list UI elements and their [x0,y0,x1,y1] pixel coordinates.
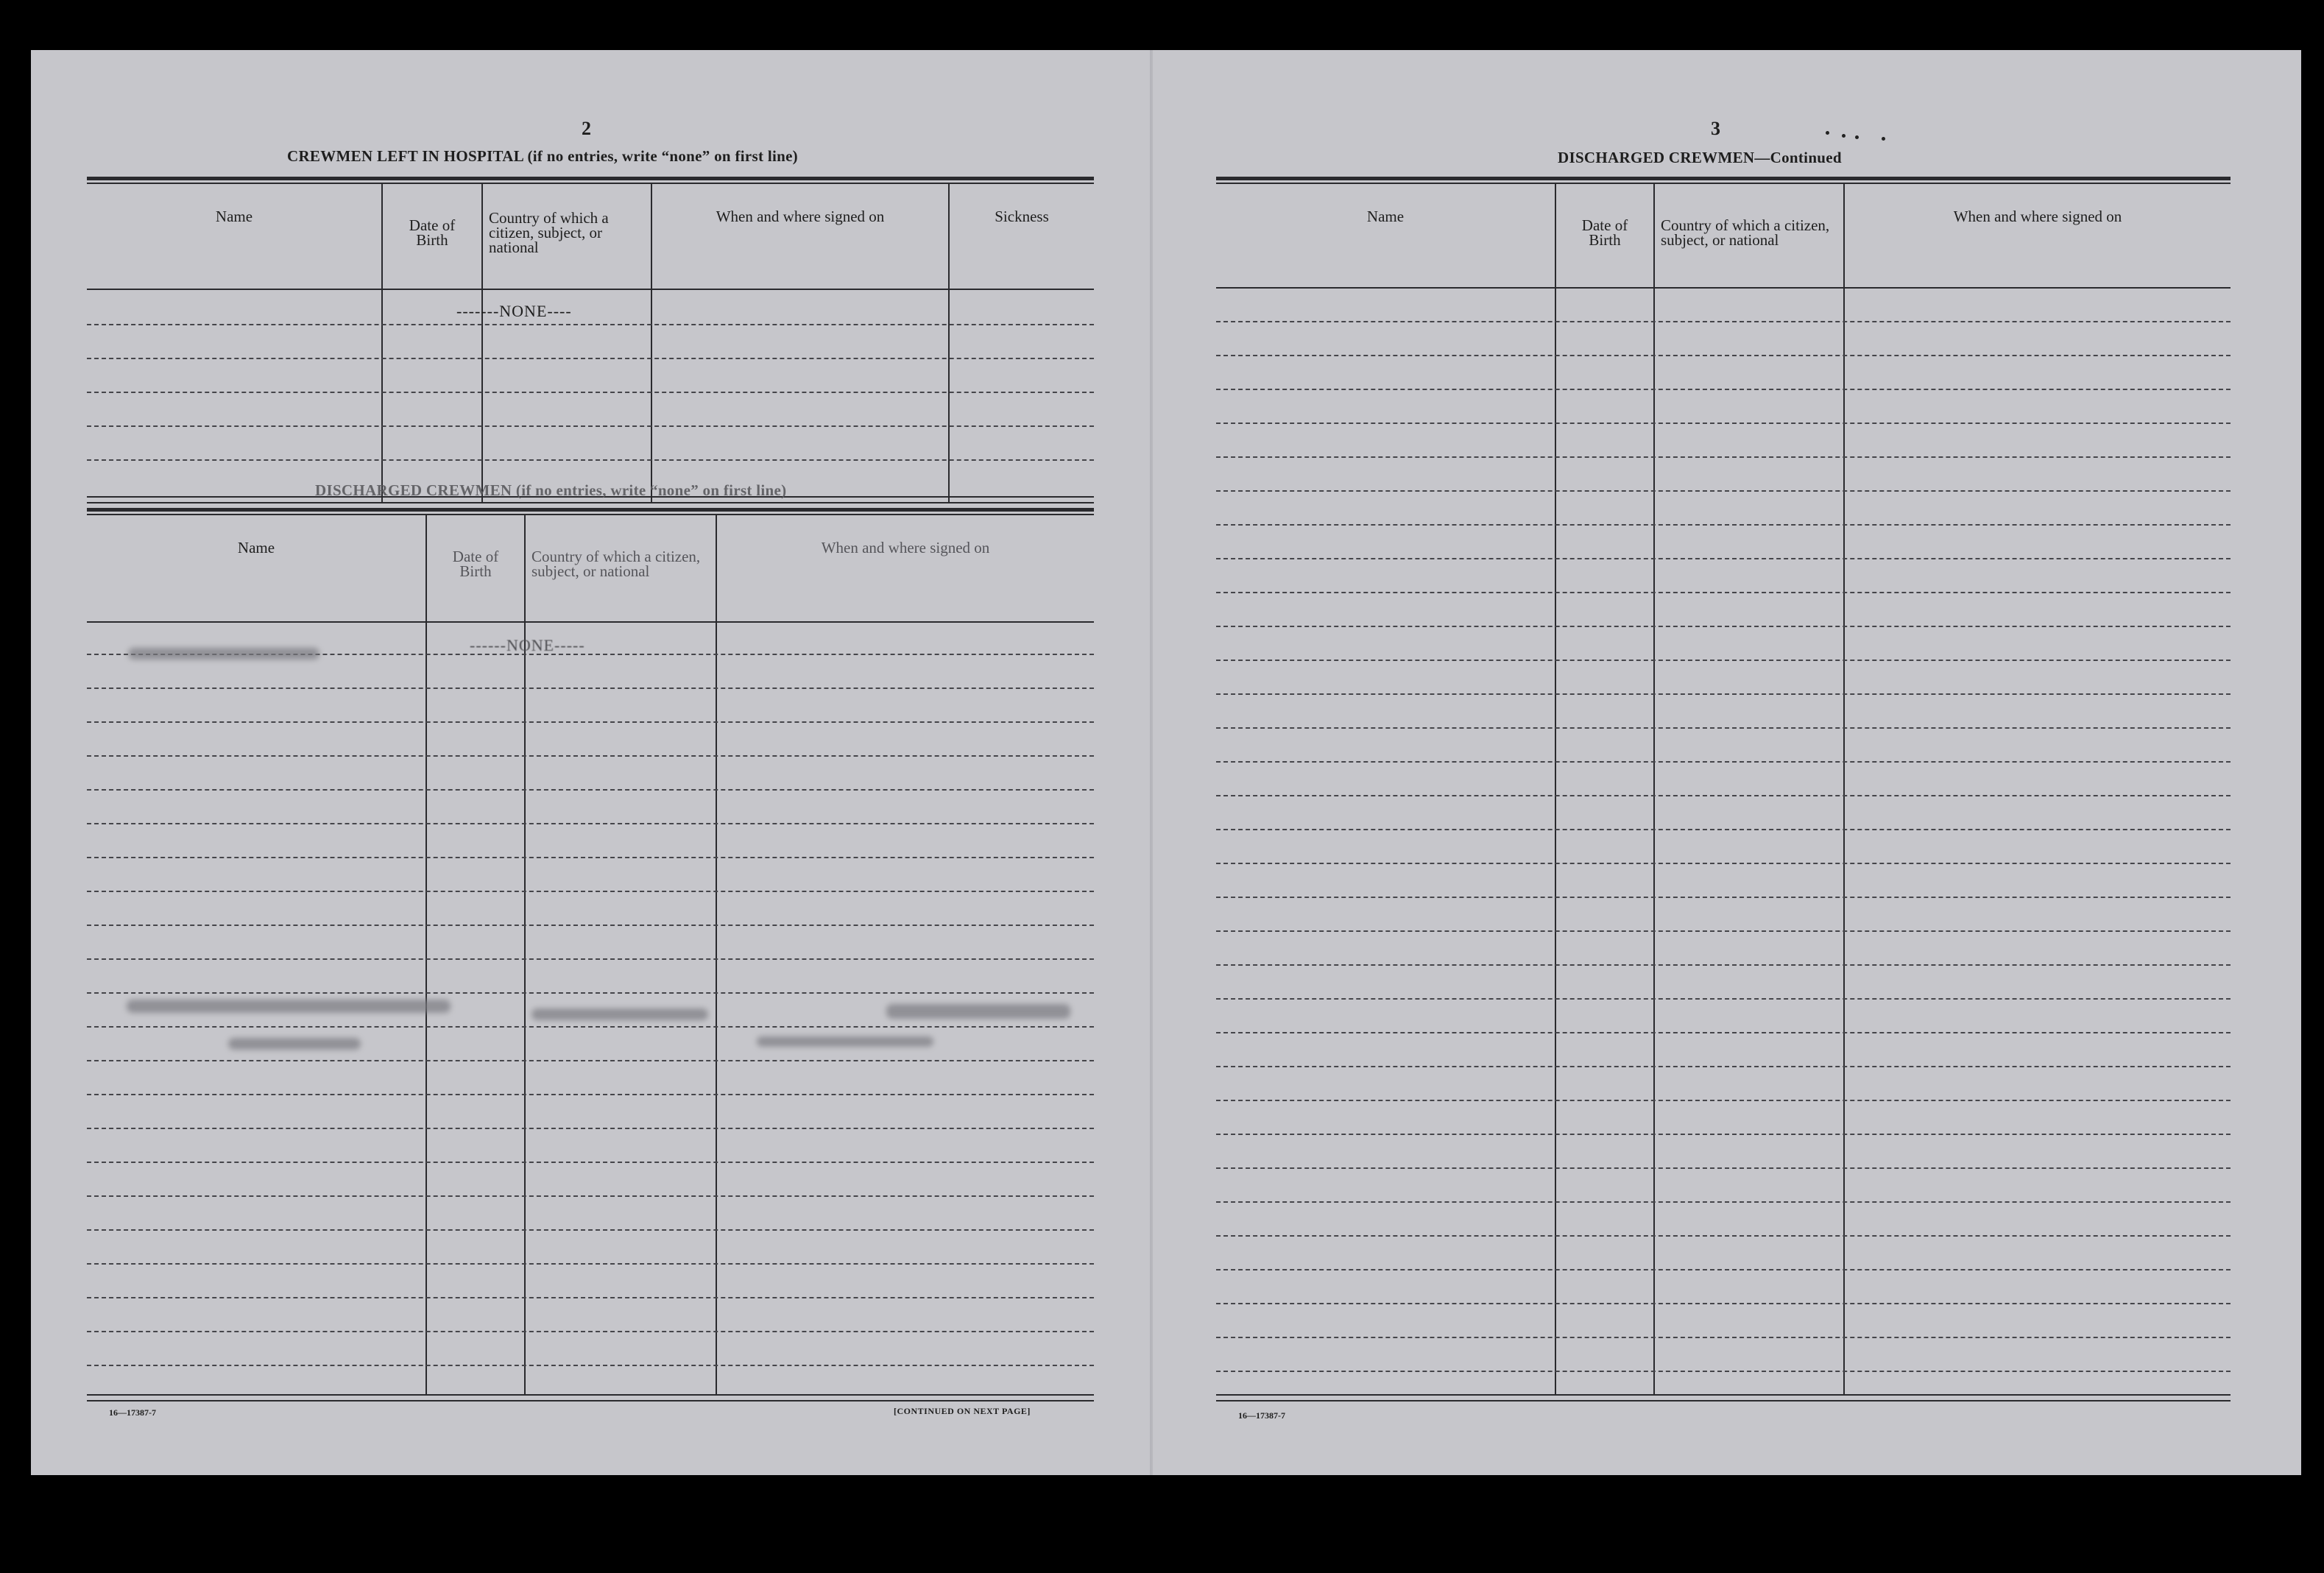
hospital-table [87,177,1094,506]
ink-smudge [228,1038,361,1050]
table-row [87,1297,1094,1298]
table-row [87,1094,1094,1095]
table-top-rule [1216,177,2231,180]
table-row [87,1026,1094,1028]
table-row [87,1128,1094,1129]
column-header-date-of-birth: Date of Birth [452,548,499,580]
table-row [1216,660,2231,661]
table-row [1216,1167,2231,1169]
table-row [1216,1371,2231,1372]
table-bottom-rule-inner [87,502,1094,503]
table-row [1216,558,2231,559]
column-divider [1653,183,1655,1394]
table-row [1216,456,2231,458]
ink-speck [1855,135,1859,139]
table-row [1216,321,2231,322]
ink-smudge [531,1008,708,1020]
table-row [87,392,1094,393]
column-header-country: Country of which a citizen, subject, or national [531,548,701,580]
column-header-sickness: Sickness [995,208,1049,225]
continued-suffix: —Continued [1754,149,1842,166]
table-row [1216,930,2231,932]
table-row [1216,1201,2231,1203]
hospital-section-title [287,147,798,166]
table-row [87,891,1094,892]
table-row [1216,423,2231,424]
column-header-country: Country of which a citizen, subject, or national [489,209,609,256]
column-header-date-of-birth: Date of Birth [1581,216,1628,249]
table-row [1216,863,2231,864]
hospital-none-entry: -------NONE---- [456,302,572,320]
table-header-rule [1216,287,2231,289]
table-row [87,1365,1094,1366]
column-divider [1843,183,1845,1394]
table-row [87,1060,1094,1061]
table-bottom-rule [1216,1394,2231,1396]
column-header-name: Name [215,208,253,225]
table-top-rule-inner [87,514,1094,515]
table-row [87,925,1094,926]
hospital-title-note: (if no entries, write “none” on first line) [527,147,798,165]
left-page [31,50,1150,1475]
table-row [1216,1066,2231,1067]
table-bottom-rule-inner [87,1400,1094,1401]
discharged-title-text: DISCHARGED CREWMEN [315,481,512,499]
continued-note: [CONTINUED ON NEXT PAGE] [894,1406,1031,1416]
table-row [87,1331,1094,1332]
ink-smudge [127,1000,451,1013]
table-row [87,1263,1094,1265]
table-row [1216,761,2231,763]
table-top-rule [87,177,1094,180]
table-top-rule [87,508,1094,512]
table-row [87,1229,1094,1231]
table-header-rule [87,621,1094,623]
table-row [1216,1100,2231,1101]
table-row [1216,490,2231,492]
table-row [87,687,1094,689]
table-bottom-rule-inner [1216,1400,2231,1401]
table-row [1216,964,2231,966]
table-row [1216,1032,2231,1033]
table-row [1216,1134,2231,1135]
table-row [1216,389,2231,390]
discharged-title-note: (if no entries, write “none” on first line) [515,481,787,499]
table-top-rule-inner [1216,183,2231,184]
right-page [1153,50,2301,1475]
table-row [1216,829,2231,830]
table-row [87,958,1094,960]
table-row [87,857,1094,858]
table-row [1216,592,2231,593]
column-header-signed-on: When and where signed on [821,539,990,556]
table-row [87,1195,1094,1197]
discharged-none-entry: ------NONE----- [470,636,585,654]
table-row [87,425,1094,427]
discharged-table [87,508,1094,1404]
table-row [1216,626,2231,627]
column-divider [716,514,717,1394]
table-bottom-rule [87,1394,1094,1396]
table-row [87,789,1094,791]
column-divider [425,514,427,1394]
table-row [1216,1303,2231,1304]
ink-smudge [128,648,319,660]
table-row [1216,897,2231,898]
column-header-signed-on: When and where signed on [1953,208,2122,225]
form-number: 16—17387-7 [109,1407,156,1418]
table-row [1216,524,2231,526]
discharged-continued-title [1558,149,1842,167]
table-row [87,755,1094,757]
column-header-country: Country of which a citizen, subject, or national [1661,216,1830,249]
column-header-date-of-birth: Date of Birth [409,216,456,249]
table-row [87,721,1094,723]
ink-smudge [757,1036,933,1047]
column-header-signed-on: When and where signed on [716,208,885,225]
table-row [1216,1269,2231,1270]
discharged-continued-title-text: DISCHARGED CREWMEN [1558,149,1755,166]
page-number-2: 2 [582,118,591,139]
table-row [87,358,1094,359]
table-row [87,1162,1094,1163]
table-top-rule-inner [87,183,1094,184]
table-row [1216,355,2231,356]
page-number-3: 3 [1711,118,1720,139]
discharged-section-title [315,481,786,500]
table-row [87,324,1094,325]
table-row [87,459,1094,461]
ink-speck [1842,134,1846,138]
column-header-name: Name [1366,208,1405,225]
table-row [87,992,1094,994]
discharged-continued-table [1216,177,2231,1404]
table-row [1216,693,2231,695]
table-row [1216,1337,2231,1338]
column-divider [1555,183,1556,1394]
table-header-rule [87,289,1094,290]
column-header-name: Name [237,539,275,556]
ink-smudge [886,1004,1070,1019]
hospital-title-text: CREWMEN LEFT IN HOSPITAL [287,147,523,165]
ink-speck [1826,131,1829,135]
table-row [1216,727,2231,729]
form-number: 16—17387-7 [1238,1410,1285,1421]
table-row [1216,1235,2231,1237]
table-row [1216,795,2231,796]
table-row [1216,998,2231,1000]
ink-speck [1882,137,1885,141]
table-row [87,823,1094,824]
